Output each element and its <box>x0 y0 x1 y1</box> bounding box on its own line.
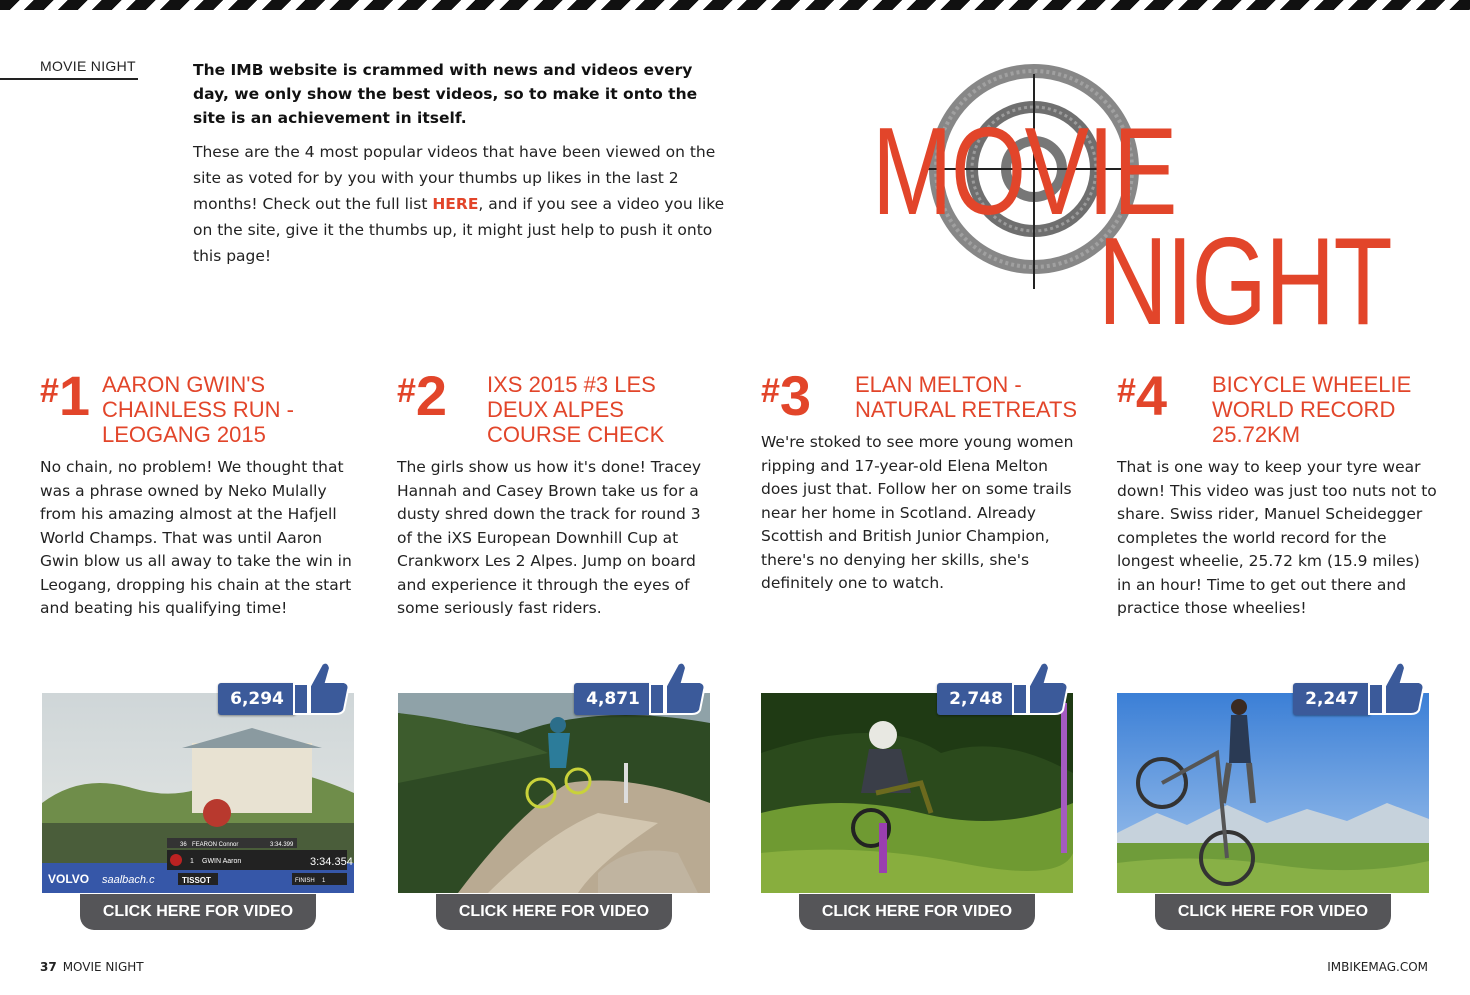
thumbs-up-icon <box>288 658 350 718</box>
overlay-rider-time: 3:34.399 <box>270 842 294 848</box>
video-thumbnail[interactable] <box>1117 693 1429 893</box>
overlay-finish-pos: 1 <box>322 878 326 884</box>
overlay-rider-name: FEARON Connor <box>192 842 239 848</box>
like-badge <box>218 658 348 718</box>
video-thumbnail[interactable] <box>398 693 710 893</box>
watch-video-button[interactable]: CLICK HERE FOR VIDEO <box>436 894 672 930</box>
video-card-4 <box>1117 658 1431 930</box>
watch-video-button[interactable]: CLICK HERE FOR VIDEO <box>80 894 316 930</box>
overlay-finish: FINISH <box>295 878 315 884</box>
thumbs-up-icon <box>1007 658 1069 718</box>
entry-description: The girls show us how it's done! Tracey Hannah and Casey Brown take us for a dusty shred down the track for round 3 of the iXS European Downhill Cup at Crankworx Les 2 Alpes. Jump on board and experience it through the eyes of some seriously fast riders. <box>397 458 702 617</box>
entry-description: No chain, no problem! We thought that was a phrase owned by Neko Mulally from his amazing almost at the Hafjell World Champs. That was until Aaron Gwin blow us all away to take the win in Leogang, dropping his chain at the start and beating his qualifying time! <box>40 458 352 617</box>
like-badge <box>937 658 1067 718</box>
video-card-2 <box>398 658 712 930</box>
like-badge <box>1293 658 1423 718</box>
hero-title-movie: MOVIE <box>872 103 1176 241</box>
watch-video-button[interactable]: CLICK HERE FOR VIDEO <box>1155 894 1391 930</box>
site-url[interactable]: IMBIKEMAG.COM <box>1327 960 1428 974</box>
here-link[interactable]: HERE <box>432 195 479 213</box>
section-label: MOVIE NIGHT <box>40 58 136 74</box>
entry-title: BICYCLE WHEELIE WORLD RECORD 25.72KM <box>1212 372 1412 447</box>
intro <box>193 58 728 269</box>
video-thumbnail[interactable] <box>761 693 1073 893</box>
video-entry-3 <box>761 364 1081 596</box>
overlay-big-time: 3:34.354 <box>310 856 353 868</box>
rank-number: #1 <box>40 364 91 427</box>
page-section: MOVIE NIGHT <box>62 960 144 974</box>
overlay-saalbach: saalbach.c <box>102 874 155 886</box>
overlay-leader-name: GWIN Aaron <box>202 858 242 865</box>
entry-title: AARON GWIN'S CHAINLESS RUN - LEOGANG 2015 <box>102 372 294 447</box>
entry-title: ELAN MELTON - NATURAL RETREATS <box>855 372 1078 422</box>
like-count: 2,748 <box>937 683 1015 715</box>
video-entry-2 <box>397 364 717 621</box>
watch-video-button[interactable]: CLICK HERE FOR VIDEO <box>799 894 1035 930</box>
like-count: 4,871 <box>574 683 652 715</box>
video-thumbnail[interactable] <box>42 693 354 893</box>
entry-description: We're stoked to see more young women ripping and 17-year-old Elena Melton does just that. Follow her on some trails near her home in Scotland. Already Scottish and British Junior Champion, there's no denying her skills, she's definitely one to watch. <box>761 433 1074 592</box>
video-entry-1 <box>40 364 360 621</box>
intro-body <box>193 139 728 269</box>
like-count: 2,247 <box>1293 683 1371 715</box>
overlay-tissot: TISSOT <box>182 876 211 885</box>
overlay-position: 1 <box>190 858 194 865</box>
hazard-stripe-border <box>0 0 1470 10</box>
page-footer <box>40 960 144 974</box>
overlay-volvo: VOLVO <box>48 872 90 886</box>
movie-night-logo <box>836 60 1436 350</box>
intro-body-end: , and if you see a video you like on the site, give it the thumbs up, it might just help to push it onto this page! <box>193 195 725 265</box>
like-count: 6,294 <box>218 683 296 715</box>
rank-number: #3 <box>761 364 812 427</box>
thumbs-up-icon <box>644 658 706 718</box>
thumbs-up-icon <box>1363 658 1425 718</box>
section-rule <box>0 78 138 80</box>
rank-number: #2 <box>397 364 448 427</box>
entry-heading <box>761 364 1081 427</box>
entry-heading <box>397 364 717 450</box>
video-entry-4 <box>1117 364 1437 621</box>
intro-body-start: These are the 4 most popular videos that have been viewed on the site as voted for by you with your thumbs up likes in the last 2 months! Check out the full list <box>193 143 716 213</box>
video-card-1 <box>42 658 356 930</box>
entry-title: IXS 2015 #3 LES DEUX ALPES COURSE CHECK <box>487 372 665 447</box>
intro-lead: The IMB website is crammed with news and videos every day, we only show the best videos, so to make it onto the site is an achievement in itself. <box>193 61 698 127</box>
entry-description: That is one way to keep your tyre wear down! This video was just too nuts not to share. Swiss rider, Manuel Scheidegger completes the world record for the longest wheelie, 25.72 km (15.9 miles) in an hour! Time to get out there and practice those wheelies! <box>1117 458 1437 617</box>
video-card-3 <box>761 658 1075 930</box>
rank-number: #4 <box>1117 364 1168 427</box>
like-badge <box>574 658 704 718</box>
page-number: 37 <box>40 960 57 974</box>
entry-heading <box>1117 364 1437 450</box>
overlay-rider-number: 36 <box>180 842 187 848</box>
entry-heading <box>40 364 360 450</box>
hero-title-night: NIGHT <box>1098 213 1392 351</box>
